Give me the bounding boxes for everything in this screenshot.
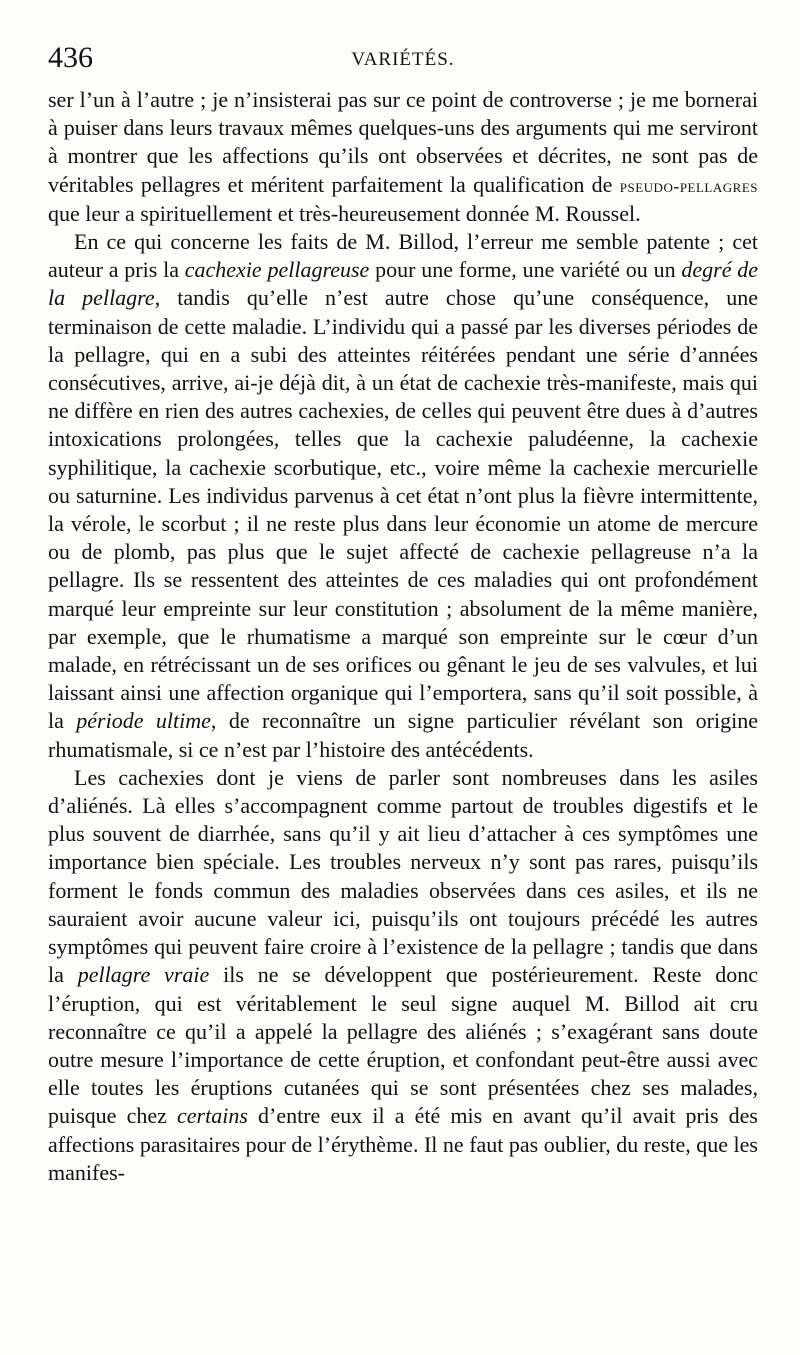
text-run: Les cachexies dont je viens de parler sont nombreuses dans les asiles d’aliénés. Là elles s’accompagnent comme partout de troubles digestifs et le plus souvent de diarrhée, sans qu’il y ait lieu d’attacher à ces symptômes une importance bien spéciale. Les troubles nerveux n’y sont pas rares, puisqu’ils forment le fonds commun des maladies observées dans ces asiles, et ils ne sauraient avoir aucune valeur ici, puisqu’ils ont toujours précédé les autres symptômes qui peuvent faire croire à l’existence de la pellagre ; tandis que dans la — [48, 764, 758, 988]
text-run: , de reconnaître un signe particulier révélant son origine rhumatismale, si ce n’est par l’histoire des antécédents. — [48, 708, 758, 762]
small-caps-text: pseudo-pellagres — [619, 175, 758, 196]
italic-text: période ultime — [76, 708, 211, 734]
page-number: 436 — [48, 41, 93, 74]
paragraph — [48, 86, 758, 228]
italic-text: degré de la pellagre — [48, 257, 759, 311]
text-run: , tandis qu’elle n’est autre chose qu’une conséquence, une terminaison de cette maladie. L’individu qui a passé par les diverses périodes de la pellagre, qui en a subi des atteintes réitérées pendant une série d’années consécutives, arrive, ai-je déjà dit, à un état de cachexie très-manifeste, mais qui ne diffère en rien des autres cachexies, de celles qui peuvent être dues à d’autres intoxications prolongées, telles que la cachexie paludéenne, la cachexie syphilitique, la cachexie scorbutique, etc., voire même la cachexie mercurielle ou saturnine. Les individus parvenus à cet état n’ont plus la fièvre intermittente, la vérole, le scorbut ; il ne reste plus dans leur économie un atome de mercure ou de plomb, pas plus que le sujet affecté de cachexie pellagreuse n’a la pellagre. Ils se ressentent des atteintes de ces maladies qui ont profondément marqué leur empreinte sur leur constitution ; absolument de la même manière, par exemple, que le rhumatisme a marqué son empreinte sur le cœur d’un malade, en rétrécissant un de ses orifices ou gênant le jeu de ses valvules, et lui laissant ainsi une affection organique qui l’emportera, sans qu’il soit possible, à la — [48, 285, 758, 734]
body-text — [48, 86, 758, 1187]
italic-text: certains — [177, 1103, 248, 1129]
text-run: ser l’un à l’autre ; je n’insisterai pas sur ce point de controverse ; je me bornerai à puiser dans leurs travaux mêmes quelques-uns des arguments qui me serviront à montrer que les affections qu’ils ont observées et décrites, ne sont pas de véritables pellagres et méritent parfaitement la qualification de — [48, 87, 758, 197]
italic-text: cachexie pellagreuse — [184, 257, 370, 283]
text-run: En ce qui concerne les faits de M. Billod, l’erreur me semble patente ; cet auteur a pris la — [48, 229, 758, 283]
text-run: pour une forme, une variété ou un — [369, 257, 682, 283]
paragraph — [48, 228, 758, 764]
text-run: d’entre eux il a été mis en avant qu’il avait pris des affections parasitaires pour de l’érythème. Il ne faut pas oublier, du reste, que les manifes- — [48, 1103, 758, 1185]
paragraph — [48, 764, 758, 1187]
text-run: que leur a spirituellement et très-heureusement donnée M. Roussel. — [48, 200, 641, 226]
italic-text: pellagre vraie — [77, 962, 210, 988]
page-header — [48, 38, 758, 78]
running-title: VARIÉTÉS. — [351, 49, 455, 70]
text-run: ils ne se développent que postérieurement. Reste donc l’éruption, qui est véritablement le seul signe auquel M. Billod ait cru reconnaître ce qu’il a appelé la pellagre des aliénés ; s’exagérant sans doute outre mesure l’importance de cette éruption, et confondant peut-être aussi avec elle toutes les éruptions cutanées qui se sont présentées chez ses malades, puisque chez — [48, 962, 758, 1129]
